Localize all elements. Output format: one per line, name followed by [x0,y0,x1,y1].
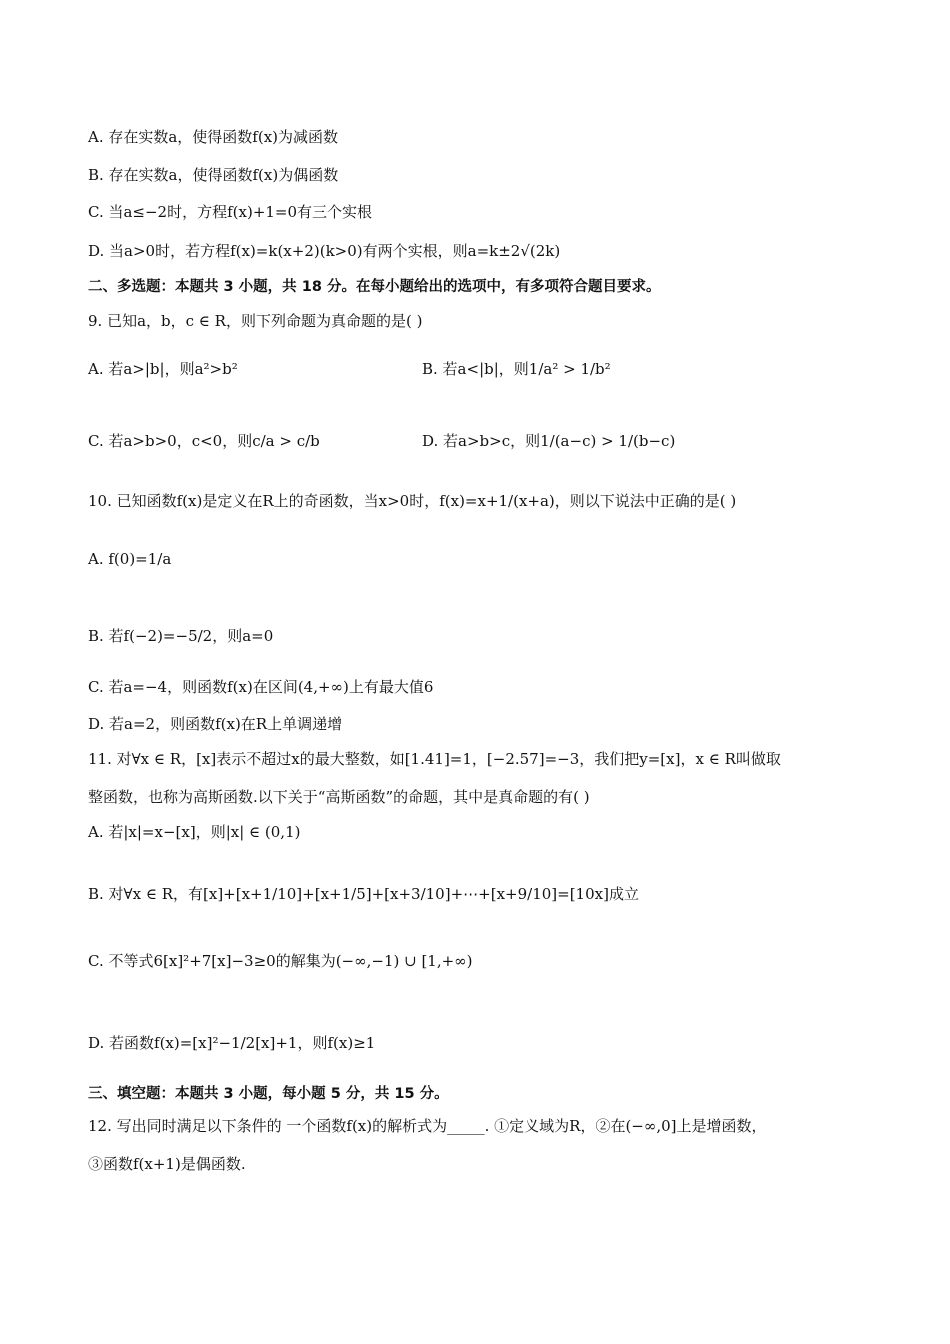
q12-line2: ③函数f(x+1)是偶函数. [88,1155,246,1173]
q8-option-c: C. 当a≤−2时，方程f(x)+1=0有三个实根 [88,203,373,221]
q10-option-c: C. 若a=−4，则函数f(x)在区间(4,+∞)上有最大值6 [88,678,434,696]
q11-stem-line2: 整函数，也称为高斯函数.以下关于“高斯函数”的命题，其中是真命题的有( ) [88,788,590,806]
q9-option-c: C. 若a>b>0，c<0，则c/a > c/b [88,432,320,450]
q11-option-a: A. 若|x|=x−[x]，则|x| ∈ (0,1) [88,823,301,841]
q9-stem: 9. 已知a，b，c ∈ R，则下列命题为真命题的是( ) [88,312,423,330]
q8-option-a: A. 存在实数a，使得函数f(x)为减函数 [88,128,339,146]
q9-option-a: A. 若a>|b|，则a²>b² [88,360,238,378]
q9-option-d: D. 若a>b>c，则1/(a−c) > 1/(b−c) [422,432,676,450]
q8-option-d: D. 当a>0时，若方程f(x)=k(x+2)(k>0)有两个实根，则a=k±2√(2k) [88,242,561,260]
q10-stem: 10. 已知函数f(x)是定义在R上的奇函数，当x>0时，f(x)=x+1/(x+a)，则以下说法中正确的是( ) [88,492,737,510]
section3-title: 三、填空题：本题共 3 小题，每小题 5 分，共 15 分。 [88,1086,449,1102]
q11-option-d: D. 若函数f(x)=[x]²−1/2[x]+1，则f(x)≥1 [88,1034,376,1052]
q9-option-b: B. 若a<|b|，则1/a² > 1/b² [422,360,611,378]
q11-option-c: C. 不等式6[x]²+7[x]−3≥0的解集为(−∞,−1) ∪ [1,+∞) [88,952,473,970]
q10-option-b: B. 若f(−2)=−5/2，则a=0 [88,627,274,645]
q8-option-b: B. 存在实数a，使得函数f(x)为偶函数 [88,166,339,184]
section2-title: 二、多选题：本题共 3 小题，共 18 分。在每小题给出的选项中，有多项符合题目要求。 [88,279,661,295]
q11-stem-line1: 11. 对∀x ∈ R，[x]表示不超过x的最大整数，如[1.41]=1，[−2.57]=−3，我们把y=[x]，x ∈ R叫做取 [88,750,781,768]
q10-option-d: D. 若a=2，则函数f(x)在R上单调递增 [88,715,343,733]
q10-option-a: A. f(0)=1/a [88,550,172,568]
q12-line1: 12. 写出同时满足以下条件的 一个函数f(x)的解析式为_____. ①定义域为R，②在(−∞,0]上是增函数， [88,1117,767,1135]
q11-option-b: B. 对∀x ∈ R，有[x]+[x+1/10]+[x+1/5]+[x+3/10]+⋯+[x+9/10]=[10x]成立 [88,885,639,903]
